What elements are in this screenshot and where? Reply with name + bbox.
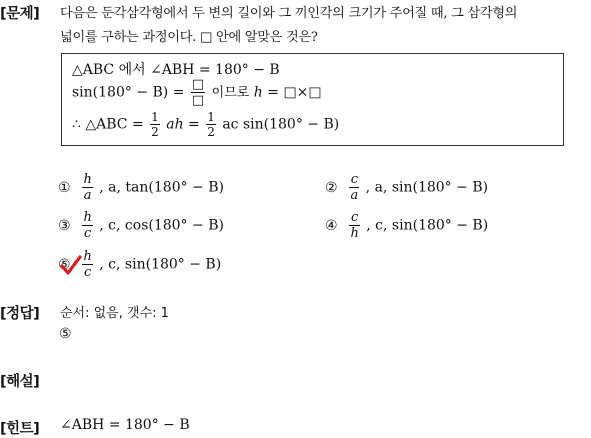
hint-label: [힌트]: [0, 421, 40, 437]
option-4[interactable]: [325, 211, 488, 240]
half1-den: 2: [151, 125, 159, 139]
row2-eq: = □×□: [267, 84, 322, 101]
option-5-num: h: [83, 249, 92, 264]
derivation-row-1: △ABC 에서 ∠ABH = 180° − B: [72, 62, 280, 78]
option-2-marker: ②: [325, 179, 338, 196]
derivation-box: [61, 53, 564, 146]
option-3[interactable]: [58, 211, 224, 240]
option-2-num: c: [350, 172, 358, 187]
option-2-den: a: [350, 188, 359, 203]
option-5-rest: , c, sin(180° − B): [99, 256, 222, 273]
option-3-marker: ③: [58, 217, 71, 234]
row3-mid: ah =: [166, 116, 200, 133]
option-4-fraction: [349, 211, 359, 240]
question-line-1: 다음은 둔각삼각형에서 두 변의 길이와 그 끼인각의 크기가 주어질 때, 그 삼각형의: [60, 6, 518, 21]
answer-label: [정답]: [0, 306, 40, 322]
row3-end: ac sin(180° − B): [222, 116, 340, 133]
question-text: [60, 2, 591, 50]
option-2-rest: , a, sin(180° − B): [365, 179, 489, 196]
option-1-den: a: [83, 188, 92, 203]
option-1-rest: , a, tan(180° − B): [99, 179, 224, 196]
option-3-num: h: [83, 210, 92, 225]
checkmark-icon: [60, 254, 82, 276]
blank-fraction: [191, 78, 205, 107]
option-3-fraction: [82, 211, 92, 240]
option-5-marker: ⑤: [58, 256, 71, 273]
option-2[interactable]: [325, 173, 488, 202]
half2-num: 1: [207, 110, 215, 124]
blank-numerator: □: [191, 77, 205, 92]
option-4-marker: ④: [325, 217, 338, 234]
option-4-num: c: [351, 210, 359, 225]
option-1-fraction: [82, 173, 92, 202]
option-4-rest: , c, sin(180° − B): [366, 217, 489, 234]
option-3-den: c: [84, 226, 92, 241]
half1-num: 1: [151, 110, 159, 124]
option-5[interactable]: [58, 250, 221, 279]
half2-den: 2: [207, 125, 215, 139]
option-1-num: h: [83, 172, 92, 187]
option-1[interactable]: [58, 173, 224, 202]
derivation-row-2: [72, 78, 322, 107]
row2-suffix: 이므로: [211, 85, 250, 101]
problem-label: [문제]: [0, 6, 40, 22]
option-1-marker: ①: [58, 179, 71, 196]
option-5-den: c: [84, 265, 92, 280]
blank-denominator: □: [191, 93, 205, 108]
option-2-fraction: [349, 173, 359, 202]
question-line-2: 넓이를 구하는 과정이다. □ 안에 알맞은 것은?: [60, 30, 318, 45]
half-fraction-2: [206, 111, 216, 138]
hint-text: ∠ABH = 180° − B: [60, 417, 190, 433]
row2-h: h: [253, 84, 263, 101]
row2-prefix: sin(180° − B) =: [72, 84, 185, 101]
option-3-rest: , c, cos(180° − B): [99, 217, 224, 234]
half-fraction-1: [150, 111, 160, 138]
derivation-row-3: [72, 111, 339, 138]
explanation-label: [해설]: [0, 374, 40, 390]
option-4-den: h: [350, 226, 359, 241]
answer-value: ⑤: [59, 326, 72, 342]
answer-meta: 순서: 없음, 갯수: 1: [60, 306, 169, 321]
option-5-fraction: [82, 250, 92, 279]
row3-prefix: ∴ △ABC =: [72, 116, 144, 133]
